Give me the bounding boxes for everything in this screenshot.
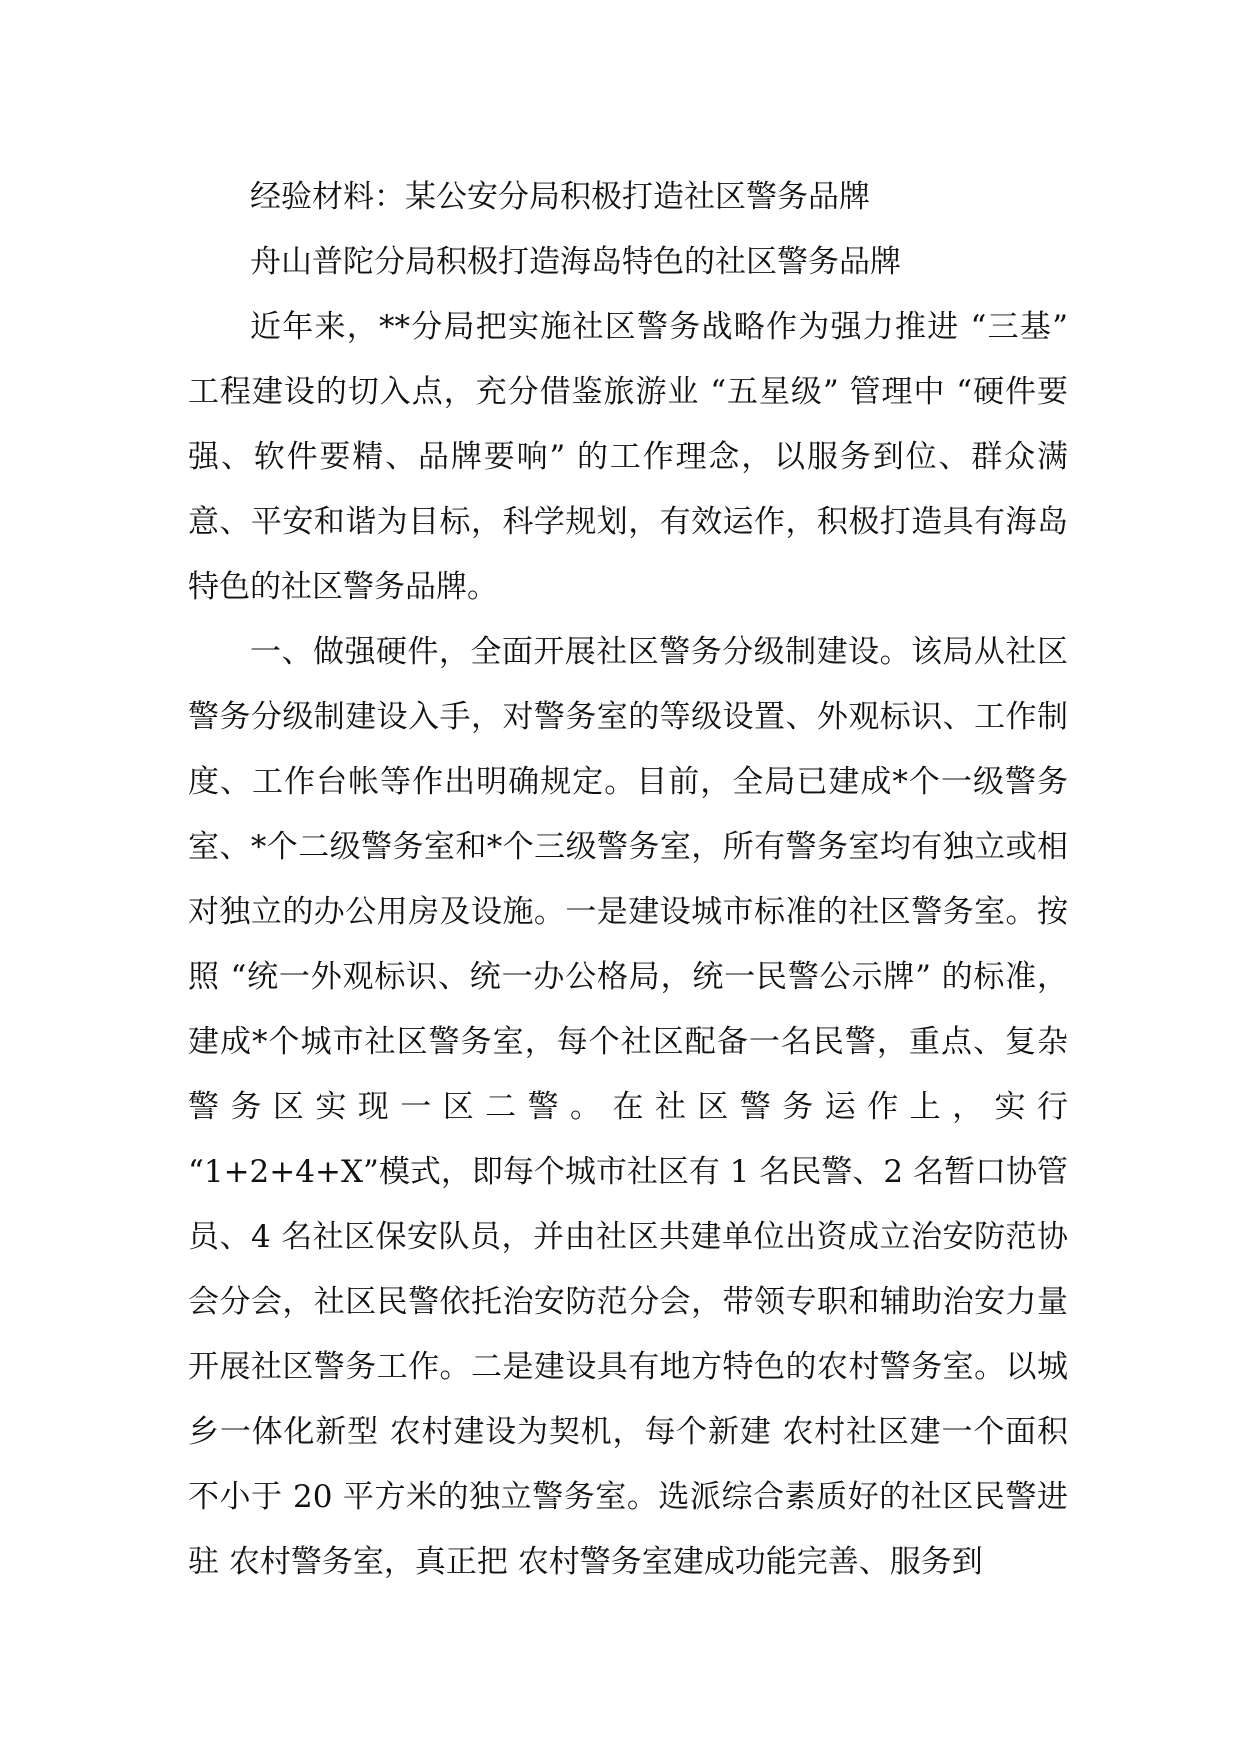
document-body <box>188 165 1068 1595</box>
paragraph-section-one: 一、做强硬件，全面开展社区警务分级制建设。该局从社区警务分级制建设入手，对警务室的等级设置、外观标识、工作制度、工作台帐等作出明确规定。目前，全局已建成*个一级警务室、*个二级警务室和*个三级警务室，所有警务室均有独立或相对独立的办公用房及设施。一是建设城市标准的社区警务室。按照 “统一外观标识、统一办公格局，统一民警公示牌” 的标准，建成*个城市社区警务室，每个社区配备一名民警，重点、复杂警务区实现一区二警。在社区警务运作上，实行 “1+2+4+X”模式，即每个城市社区有 1 名民警、2 名暂口协管员、4 名社区保安队员，并由社区共建单位出资成立治安防范协会分会，社区民警依托治安防范分会，带领专职和辅助治安力量开展社区警务工作。二是建设具有地方特色的农村警务室。以城乡一体化新型 农村建设为契机，每个新建 农村社区建一个面积不小于 20 平方米的独立警务室。选派综合素质好的社区民警进驻 农村警务室，真正把 农村警务室建成功能完善、服务到 <box>188 634 1068 1580</box>
document-title: 经验材料：某公安分局积极打造社区警务品牌 <box>250 179 870 215</box>
paragraph-intro: 近年来，**分局把实施社区警务战略作为强力推进 “三基” 工程建设的切入点，充分借鉴旅游业 “五星级” 管理中 “硬件要强、软件要精、品牌要响” 的工作理念，以服务到位、群众满意、平安和谐为目标，科学规划，有效运作，积极打造具有海岛特色的社区警务品牌。 <box>188 309 1068 605</box>
document-subtitle: 舟山普陀分局积极打造海岛特色的社区警务品牌 <box>250 244 901 280</box>
